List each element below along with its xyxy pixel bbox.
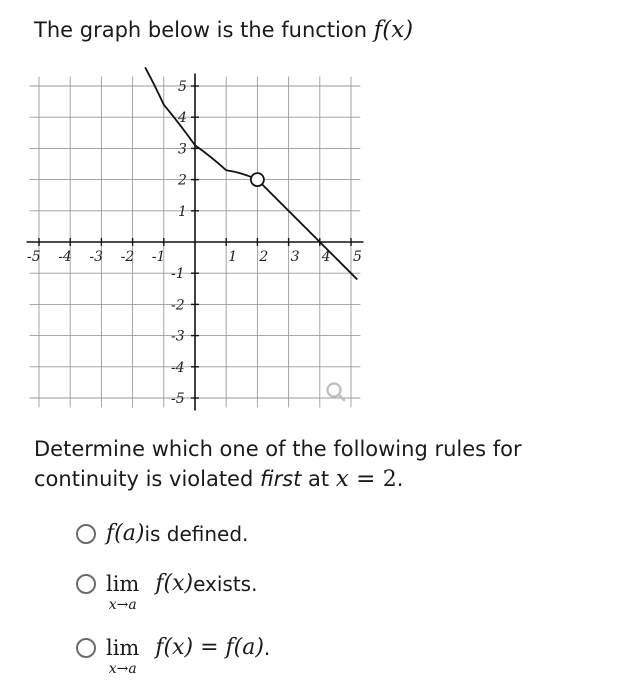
- option-label: [106, 520, 248, 548]
- radio-button[interactable]: [76, 638, 96, 658]
- x-tick-label: -1: [151, 249, 166, 265]
- question-line-2: [34, 464, 594, 495]
- x-tick-label: -2: [120, 249, 135, 265]
- x-tick-label: 5: [353, 249, 362, 265]
- y-tick-label: 2: [178, 172, 187, 189]
- heading-function: f(x): [373, 17, 414, 43]
- y-tick-label: 3: [178, 141, 187, 158]
- x-tick-label: 2: [259, 249, 269, 265]
- page-heading: [34, 14, 413, 46]
- graph-axes: [27, 74, 364, 411]
- curve-right-segment: [257, 180, 357, 280]
- option-math: f(a): [106, 521, 145, 546]
- curve-left-segment: [145, 67, 257, 179]
- option-math: f(x): [155, 571, 194, 596]
- question-variable: x: [335, 466, 349, 492]
- x-tick-label: 1: [228, 249, 238, 265]
- x-tick-label: -3: [89, 249, 104, 265]
- radio-button[interactable]: [76, 524, 96, 544]
- y-tick-label: 5: [178, 79, 187, 95]
- question-period: .: [396, 467, 404, 491]
- y-tick-label: -5: [171, 391, 185, 407]
- option-text: exists.: [193, 572, 258, 596]
- question-text: [34, 434, 594, 495]
- question-emphasis: first: [260, 467, 302, 491]
- y-tick-label: 4: [178, 110, 187, 127]
- option-text: is defined.: [144, 522, 249, 546]
- function-graph: [27, 72, 365, 412]
- y-tick-label: -2: [171, 297, 185, 314]
- heading-text: The graph below is the function: [34, 18, 374, 42]
- question-line-2-mid: at: [301, 467, 336, 491]
- option-limit-equals-value[interactable]: [76, 634, 270, 677]
- y-tick-label: -1: [171, 266, 185, 283]
- radio-button[interactable]: [76, 574, 96, 594]
- limit-word: lim: [106, 636, 140, 660]
- magnifier-icon[interactable]: [328, 384, 345, 401]
- limit-subscript: x→a: [108, 661, 137, 677]
- question-equals: =: [348, 466, 383, 492]
- y-tick-label: -4: [171, 359, 185, 376]
- question-line-1: Determine which one of the following rules for: [34, 437, 522, 461]
- x-tick-label: 4: [321, 249, 331, 265]
- limit-notation: [106, 634, 139, 677]
- limit-word: lim: [106, 572, 140, 596]
- option-limit-exists[interactable]: [76, 570, 257, 613]
- option-math: f(x) = f(a): [155, 635, 264, 660]
- limit-subscript: x→a: [108, 597, 137, 613]
- x-tick-label: 3: [290, 249, 300, 265]
- x-tick-label: -5: [27, 249, 41, 265]
- y-tick-label: 1: [178, 203, 187, 220]
- option-label: [106, 634, 270, 677]
- question-line-2-pre: continuity is violated: [34, 467, 260, 491]
- question-value: 2: [382, 467, 397, 492]
- limit-notation: [106, 570, 139, 613]
- x-tick-label: -4: [58, 249, 72, 265]
- option-f-defined[interactable]: [76, 520, 248, 548]
- open-circle-point: [251, 173, 264, 186]
- option-text: .: [263, 636, 271, 660]
- y-tick-label: -3: [171, 328, 185, 345]
- option-label: [106, 570, 257, 613]
